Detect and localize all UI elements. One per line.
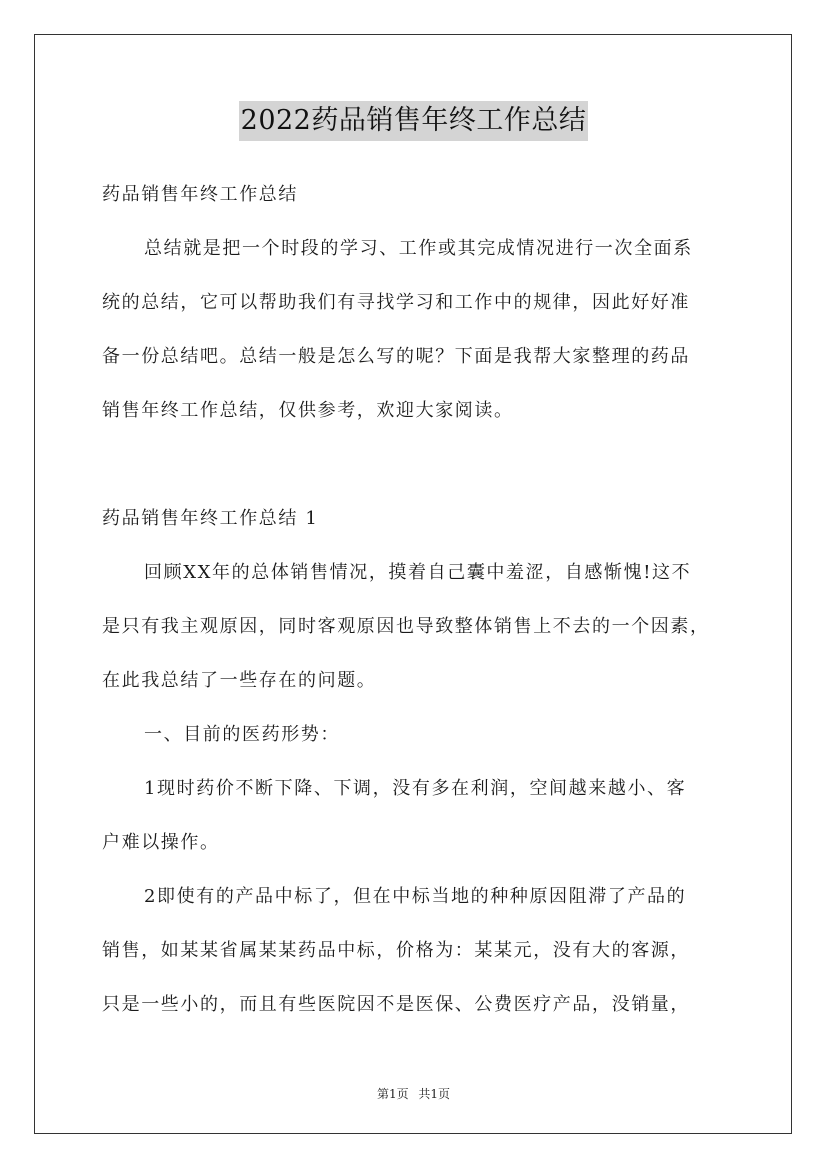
document-subtitle: 药品销售年终工作总结	[102, 184, 298, 205]
item2-line-1: 2即使有的产品中标了，但在中标当地的种种原因阻滞了产品的	[144, 886, 687, 907]
page-total: 共1页	[418, 1087, 451, 1101]
intro-line-1: 总结就是把一个时段的学习、工作或其完成情况进行一次全面系	[144, 238, 693, 259]
item2-line-2: 销售，如某某省属某某药品中标，价格为：某某元，没有大的客源，	[102, 940, 690, 961]
section-heading: 药品销售年终工作总结 1	[102, 508, 319, 529]
item1-line-2: 户难以操作。	[102, 832, 220, 853]
intro-line-3: 备一份总结吧。总结一般是怎么写的呢？下面是我帮大家整理的药品	[102, 346, 690, 367]
intro-line-4: 销售年终工作总结，仅供参考，欢迎大家阅读。	[102, 400, 514, 421]
item1-line-1: 1现时药价不断下降、下调，没有多在利润，空间越来越小、客	[144, 778, 687, 799]
para1-line-2: 是只有我主观原因，同时客观原因也导致整体销售上不去的一个因素，	[102, 616, 710, 637]
document-title: 2022药品销售年终工作总结	[239, 101, 589, 141]
title-container	[0, 101, 827, 141]
heading-1: 一、目前的医药形势：	[144, 724, 340, 745]
page-number: 第1页	[376, 1087, 409, 1101]
para1-line-1: 回顾XX年的总体销售情况，摸着自己囊中羞涩，自感惭愧!这不	[144, 562, 692, 583]
intro-line-2: 统的总结，它可以帮助我们有寻找学习和工作中的规律，因此好好准	[102, 292, 690, 313]
para1-line-3: 在此我总结了一些存在的问题。	[102, 670, 377, 691]
page-footer	[0, 1086, 827, 1102]
item2-line-3: 只是一些小的，而且有些医院因不是医保、公费医疗产品，没销量，	[102, 994, 690, 1015]
